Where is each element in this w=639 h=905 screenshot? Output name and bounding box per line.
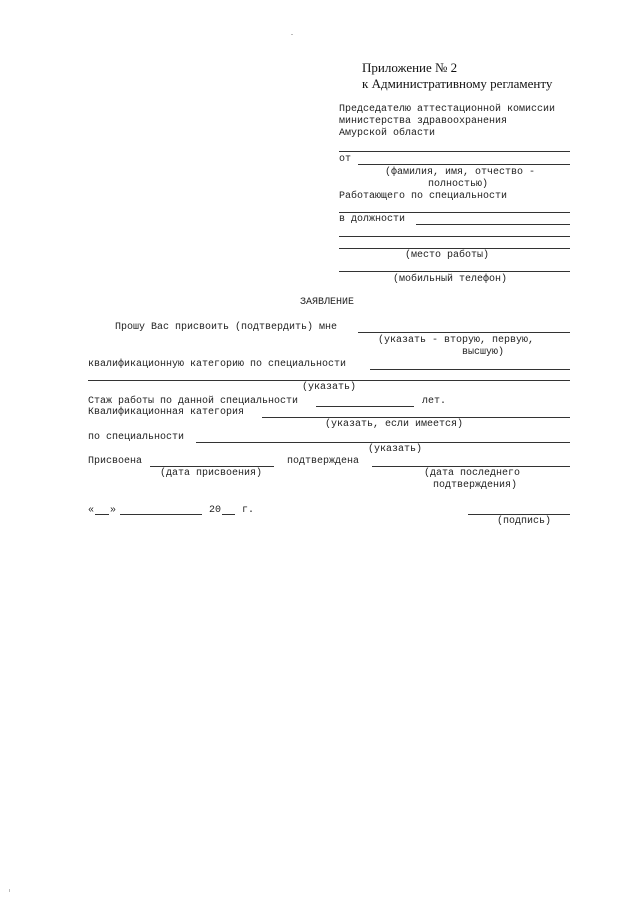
request-text: Прошу Вас присвоить (подтвердить) мне [115,322,338,333]
position-field[interactable] [416,224,570,225]
qualification-category-field[interactable] [262,417,570,418]
speciality-label: по специальности [88,432,185,443]
category-request-field[interactable] [358,332,570,333]
fio-hint-cont: полностью) [428,179,489,190]
assigned-date-field[interactable] [150,466,274,467]
addressee-blank-line[interactable] [339,151,570,152]
date-quote-open: « [88,505,95,516]
confirmed-label: подтверждена [287,456,360,467]
workplace-hint: (место работы) [405,250,490,261]
scan-mark [291,34,293,35]
workplace-field-2[interactable] [339,248,570,249]
date-year-suffix: г. [242,505,255,516]
confirmed-date-hint-cont: подтверждения) [433,480,518,491]
category-speciality-field-2[interactable] [88,380,570,381]
assigned-label: Присвоена [88,456,143,467]
document-title: ЗАЯВЛЕНИЕ [300,297,355,308]
experience-text: Стаж работы по данной специальности [88,396,299,407]
speciality-field[interactable] [339,212,570,213]
scan-mark [9,889,10,892]
confirmed-date-hint: (дата последнего [424,468,521,479]
assigned-date-hint: (дата присвоения) [160,468,263,479]
addressee-line-3: Амурской области [339,128,436,139]
speciality-field-2[interactable] [196,442,570,443]
appendix-reference: к Административному регламенту [362,76,553,91]
category-speciality-text: квалификационную категорию по специальности [88,359,347,370]
qualification-category-label: Квалификационная категория [88,407,245,418]
date-year-prefix: 20 [209,505,222,516]
specify-hint: (указать) [302,382,357,393]
date-quote-close: » [110,505,117,516]
signature-hint: (подпись) [497,516,552,527]
appendix-number: Приложение № 2 [362,60,458,75]
fio-hint: (фамилия, имя, отчество - [385,167,536,178]
date-month-field[interactable] [120,514,202,515]
phone-hint: (мобильный телефон) [393,274,508,285]
confirmed-date-field[interactable] [372,466,570,467]
working-speciality-label: Работающего по специальности [339,191,508,202]
qualification-category-hint: (указать, если имеется) [325,419,464,430]
signature-field[interactable] [468,514,570,515]
date-year-field[interactable] [222,514,235,515]
position-label: в должности [339,214,406,225]
workplace-field-1[interactable] [339,236,570,237]
from-name-field[interactable] [358,164,570,165]
addressee-line-2: министерства здравоохранения [339,116,508,127]
addressee-line-1: Председателю аттестационной комиссии [339,104,556,115]
request-hint-cont: высшую) [462,347,505,358]
years-label: лет. [422,396,447,407]
category-speciality-field[interactable] [370,369,570,370]
request-hint: (указать - вторую, первую, [378,335,535,346]
phone-field[interactable] [339,271,570,272]
date-day-field[interactable] [95,514,109,515]
from-label: от [339,154,352,165]
speciality-hint: (указать) [368,444,423,455]
experience-years-field[interactable] [316,406,414,407]
